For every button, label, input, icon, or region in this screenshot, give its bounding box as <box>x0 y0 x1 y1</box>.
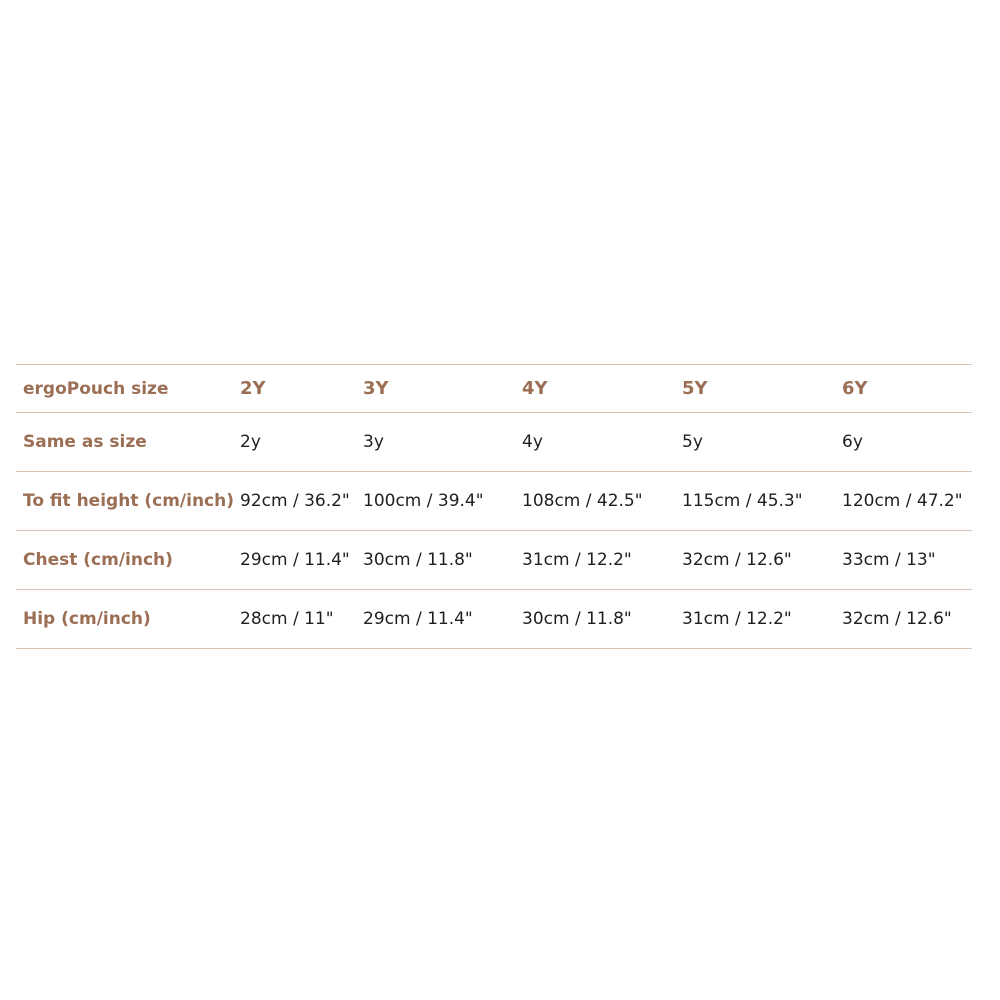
table-cell: 33cm / 13" <box>842 550 936 570</box>
table-cell: 108cm / 42.5" <box>522 491 643 511</box>
size-header-4y: 4Y <box>522 378 548 399</box>
table-cell: 115cm / 45.3" <box>682 491 803 511</box>
table-cell: 2y <box>240 432 261 452</box>
table-cell: 30cm / 11.8" <box>363 550 473 570</box>
size-header-5y: 5Y <box>682 378 708 399</box>
table-cell: 4y <box>522 432 543 452</box>
table-cell: 31cm / 12.2" <box>682 609 792 629</box>
row-label: Hip (cm/inch) <box>23 609 151 629</box>
size-chart-table <box>16 364 972 649</box>
table-cell: 3y <box>363 432 384 452</box>
table-cell: 6y <box>842 432 863 452</box>
row-label: To fit height (cm/inch) <box>23 491 235 511</box>
size-header-3y: 3Y <box>363 378 389 399</box>
table-cell: 92cm / 36.2" <box>240 491 350 511</box>
row-label: Same as size <box>23 432 147 452</box>
row-label: Chest (cm/inch) <box>23 550 173 570</box>
table-header-row <box>16 365 972 413</box>
table-cell: 28cm / 11" <box>240 609 334 629</box>
table-cell: 32cm / 12.6" <box>682 550 792 570</box>
table-cell: 32cm / 12.6" <box>842 609 952 629</box>
table-cell: 100cm / 39.4" <box>363 491 484 511</box>
header-label: ergoPouch size <box>23 378 169 399</box>
table-cell: 29cm / 11.4" <box>240 550 350 570</box>
table-row <box>16 590 972 649</box>
table-cell: 5y <box>682 432 703 452</box>
table-cell: 29cm / 11.4" <box>363 609 473 629</box>
table-cell: 30cm / 11.8" <box>522 609 632 629</box>
size-header-2y: 2Y <box>240 378 266 399</box>
size-header-6y: 6Y <box>842 378 868 399</box>
table-row <box>16 531 972 590</box>
table-row <box>16 413 972 472</box>
table-row <box>16 472 972 531</box>
table-cell: 120cm / 47.2" <box>842 491 963 511</box>
table-cell: 31cm / 12.2" <box>522 550 632 570</box>
